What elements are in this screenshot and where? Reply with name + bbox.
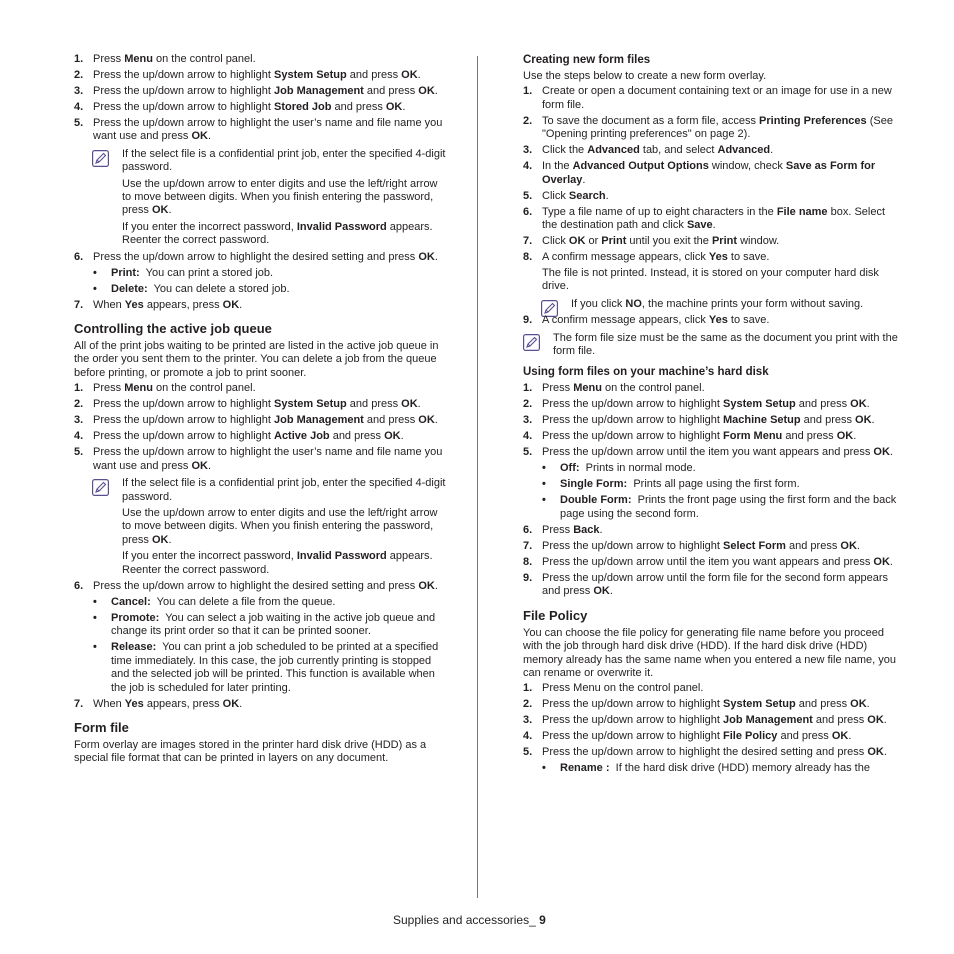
bullets-form-mode <box>523 462 898 521</box>
step-item: 5. Click Search. <box>523 189 609 202</box>
note-active-job <box>74 477 449 577</box>
note-text: If you enter the incorrect password, Invalid Password appears. Reenter the correct password. <box>122 220 433 247</box>
step-item: 6. Press Back. <box>523 523 603 536</box>
note-stored-job <box>74 148 449 248</box>
step-item: 5. Press the up/down arrow until the item you want appears and press OK. <box>523 446 893 459</box>
note-text: If you enter the incorrect password, Invalid Password appears. Reenter the correct password. <box>122 550 433 576</box>
heading-active-job-queue: Controlling the active job queue <box>74 321 272 337</box>
note-text: If the select file is a confidential print job, enter the specified 4-digit password. <box>122 477 446 503</box>
page-number: 9 <box>539 913 546 927</box>
bullet-item: • Delete: You can delete a stored job. <box>93 282 290 295</box>
step-item: 2. Press the up/down arrow to highlight System Setup and press OK. <box>74 398 421 411</box>
step-item: 3. Press the up/down arrow to highlight Machine Setup and press OK. <box>523 414 875 427</box>
step-item: 1. Press Menu on the control panel. <box>523 682 704 695</box>
step-item: 2. Press the up/down arrow to highlight System Setup and press OK. <box>523 698 870 711</box>
steps-active-job <box>74 382 449 473</box>
step-item: 5. Press the up/down arrow to highlight the desired setting and press OK. <box>523 746 887 759</box>
step-item: 3. Press the up/down arrow to highlight Job Management and press OK. <box>523 714 887 727</box>
bullet-item: • Release: You can print a job scheduled to be printed at a specified time immediately. In this case, the job currently printing is stopped and the selected job will be printed. This function is available when the job is scheduled for later printing. <box>93 641 442 694</box>
step-item: 8. Press the up/down arrow until the item you want appears and press OK. <box>523 555 893 568</box>
note-pencil-icon <box>92 479 109 496</box>
steps-using-form-cont <box>523 524 898 599</box>
step-item: 7. Click OK or Print until you exit the Print window. <box>523 235 780 248</box>
bullets-stored-job <box>74 267 449 296</box>
note-text: Use the up/down arrow to enter digits and use the left/right arrow to move between digits. When you finish entering the password, press OK. <box>122 177 438 217</box>
step-item: 5. Press the up/down arrow to highlight the user’s name and file name you want use and press OK. <box>74 117 443 143</box>
note-text: Use the up/down arrow to enter digits and use the left/right arrow to move between digits. When you finish entering the password, press OK. <box>122 506 438 546</box>
heading-file-policy: File Policy <box>523 607 588 623</box>
step-item: 1. Press Menu on the control panel. <box>74 382 256 395</box>
step-item: 1. Create or open a document containing text or an image for use in a new form file. <box>523 85 892 111</box>
steps-using-form <box>523 382 898 459</box>
step-item: 4. Press the up/down arrow to highlight Active Job and press OK. <box>74 430 404 443</box>
step-6: 6. Press the up/down arrow to highlight the desired setting and press OK. <box>74 250 438 263</box>
note-form-size: The form file size must be the same as the document you print with the form file. <box>523 332 898 359</box>
bullets-file-policy <box>523 762 898 775</box>
step-item: 6. Type a file name of up to eight characters in the File name box. Select the destination path and click Save. <box>523 205 886 232</box>
step-item: 1. Press Menu on the control panel. <box>523 382 705 395</box>
bullet-item: • Off: Prints in normal mode. <box>542 462 696 475</box>
footer-text: Supplies and accessories_ <box>393 913 540 927</box>
bullet-item: • Print: You can print a stored job. <box>93 266 274 279</box>
bullet-item: • Cancel: You can delete a file from the queue. <box>93 595 336 608</box>
step-item: 8. A confirm message appears, click Yes to save. <box>523 251 770 264</box>
intro-creating-form-files: Use the steps below to create a new form overlay. <box>523 70 767 82</box>
step-item: 1. Press Menu on the control panel. <box>74 53 256 65</box>
heading-using-form-files: Using form files on your machine’s hard disk <box>523 366 769 379</box>
step-7: 7. When Yes appears, press OK. <box>74 697 243 710</box>
step-8-detail: The file is not printed. Instead, it is stored on your computer hard disk drive. <box>542 267 879 293</box>
steps-stored-job <box>74 53 449 144</box>
bullet-item: • Rename : If the hard disk drive (HDD) memory already has the <box>542 762 870 775</box>
intro-active-job-queue: All of the print jobs waiting to be printed are listed in the active job queue in the order you sent them to the printer. You can delete a job from the queue before printing, or promote a job to print sooner. <box>74 340 439 379</box>
step-9: 9. A confirm message appears, click Yes to save. <box>523 314 770 327</box>
right-column <box>523 53 898 778</box>
intro-form-file: Form overlay are images stored in the printer hard disk drive (HDD) as a special file format that can be printed in layers on any document. <box>74 738 427 765</box>
step-item: 3. Click the Advanced tab, and select Advanced. <box>523 144 774 157</box>
steps-file-policy <box>523 682 898 759</box>
page-footer <box>393 914 546 927</box>
left-column <box>74 53 449 768</box>
step-item: 2. To save the document as a form file, access Printing Preferences (See "Opening printing preferences" on page 2). <box>523 114 893 141</box>
step-item: 4. In the Advanced Output Options window, check Save as Form for Overlay. <box>523 160 876 186</box>
step-item: 3. Press the up/down arrow to highlight Job Management and press OK. <box>74 414 438 427</box>
step-item: 4. Press the up/down arrow to highlight Form Menu and press OK. <box>523 430 857 443</box>
step-item: 2. Press the up/down arrow to highlight System Setup and press OK. <box>74 69 421 81</box>
bullet-item: • Promote: You can select a job waiting in the active job queue and change its print order so that it can be printed sooner. <box>93 611 439 638</box>
note-no-save: If you click NO, the machine prints your form without saving. <box>523 298 898 311</box>
step-item: 7. Press the up/down arrow to highlight Select Form and press OK. <box>523 539 860 552</box>
step-item: 3. Press the up/down arrow to highlight Job Management and press OK. <box>74 85 438 97</box>
note-pencil-icon <box>523 334 540 351</box>
step-item: 5. Press the up/down arrow to highlight the user’s name and file name you want use and press OK. <box>74 446 443 472</box>
intro-file-policy: You can choose the file policy for generating file name before you proceed with the job through hard disk drive (HDD). If the hard disk drive (HDD) memory already has the same name when you entered a new file name, you can rename or overwrite it. <box>523 626 896 679</box>
note-text: If the select file is a confidential print job, enter the specified 4-digit password. <box>122 147 446 174</box>
step-item: 4. Press the up/down arrow to highlight File Policy and press OK. <box>523 730 852 743</box>
step-item: 9. Press the up/down arrow until the form file for the second form appears and press OK. <box>523 571 889 598</box>
heading-form-file: Form file <box>74 719 129 735</box>
step-item: 4. Press the up/down arrow to highlight Stored Job and press OK. <box>74 101 406 113</box>
heading-creating-form-files: Creating new form files <box>523 54 651 66</box>
step-6: 6. Press the up/down arrow to highlight the desired setting and press OK. <box>74 579 438 592</box>
bullets-active-job <box>74 596 449 695</box>
steps-creating-form <box>523 85 898 264</box>
step-7: 7. When Yes appears, press OK. <box>74 298 243 311</box>
bullet-item: • Single Form: Prints all page using the first form. <box>542 478 800 491</box>
step-item: 2. Press the up/down arrow to highlight System Setup and press OK. <box>523 398 870 411</box>
bullet-item: • Double Form: Prints the front page using the first form and the back page using the second form. <box>542 494 900 520</box>
note-pencil-icon <box>92 150 109 167</box>
column-divider <box>477 56 478 898</box>
